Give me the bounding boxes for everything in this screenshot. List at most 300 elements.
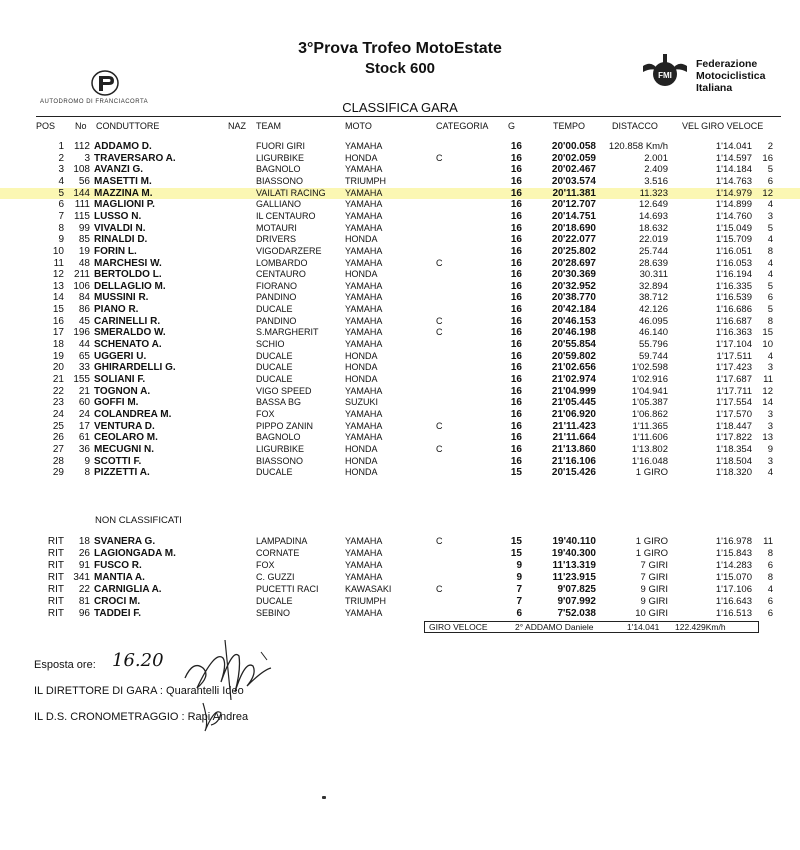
driver-cell: MANTIA A. <box>94 572 145 583</box>
driver-cell: ADDAMO D. <box>94 141 152 152</box>
best-lap-number-cell: 11 <box>763 374 773 385</box>
driver-cell: MARCHESI W. <box>94 257 162 269</box>
bike-number-cell: 99 <box>78 222 90 234</box>
col-header-pos: POS <box>36 121 56 131</box>
fastest-lap-speed: 122.429Km/h <box>675 622 726 632</box>
laps-cell: 16 <box>510 374 522 385</box>
bike-make-cell: HONDA <box>345 362 378 373</box>
bike-make-cell: SUZUKI <box>345 397 379 408</box>
bike-make-cell: YAMAHA <box>345 408 383 419</box>
laps-cell: 7 <box>516 584 522 595</box>
table-row <box>0 456 800 467</box>
best-lap-number-cell: 6 <box>767 608 773 619</box>
position-cell: 26 <box>52 432 64 444</box>
best-lap-cell: 1'15.049 <box>715 222 752 234</box>
bike-number-cell: 33 <box>78 362 90 374</box>
table-row <box>0 351 800 362</box>
bike-make-cell: HONDA <box>345 443 378 454</box>
race-time-cell: 20'38.770 <box>551 292 596 304</box>
laps-cell: 16 <box>510 327 522 339</box>
bike-make-cell: YAMAHA <box>345 187 383 198</box>
driver-cell: PIANO R. <box>94 304 139 316</box>
race-time-cell: 20'02.059 <box>551 152 596 164</box>
driver-cell: LUSSO N. <box>94 210 142 222</box>
bike-make-cell: YAMAHA <box>345 385 383 396</box>
table-row <box>0 316 800 327</box>
team-cell: BAGNOLO <box>256 164 301 175</box>
bike-number-cell: 19 <box>78 245 90 257</box>
table-row <box>0 421 800 432</box>
laps-cell: 16 <box>510 245 522 257</box>
table-row-highlighted <box>0 188 800 199</box>
gap-cell: 1'11.606 <box>632 432 668 444</box>
table-row <box>0 234 800 245</box>
position-cell: RIT <box>47 596 64 607</box>
laps-cell: 16 <box>510 210 522 222</box>
gap-cell: 1'02.598 <box>631 362 668 374</box>
driver-cell: SOLIANI F. <box>94 374 146 385</box>
team-cell: VIGODARZERE <box>256 245 322 256</box>
bike-make-cell: HONDA <box>345 374 378 384</box>
best-lap-number-cell: 8 <box>767 315 773 327</box>
team-cell: BIASSONO <box>256 455 304 466</box>
race-time-cell: 9'07.992 <box>557 596 596 607</box>
best-lap-number-cell: 8 <box>767 245 773 257</box>
gap-cell: 12.649 <box>638 199 668 211</box>
category-cell: C <box>436 536 443 546</box>
race-time-cell: 20'32.952 <box>551 280 596 292</box>
race-time-cell: 20'02.467 <box>551 164 596 176</box>
position-cell: 20 <box>52 362 64 374</box>
bike-number-cell: 341 <box>73 572 90 583</box>
bike-number-cell: 85 <box>78 234 90 246</box>
team-cell: BIASSONO <box>256 175 304 186</box>
non-classified-label: NON CLASSIFICATI <box>95 515 182 526</box>
table-row <box>0 327 800 338</box>
position-cell: 25 <box>52 420 64 432</box>
driver-cell: SMERALDO W. <box>94 327 166 339</box>
table-row <box>0 608 800 619</box>
driver-cell: VENTURA D. <box>94 420 155 432</box>
bike-number-cell: 86 <box>78 304 90 316</box>
col-header-best-lap: VEL GIRO VELOCE <box>682 121 764 131</box>
team-cell: FUORI GIRI <box>256 141 305 151</box>
fmi-name-line: Motociclistica <box>696 70 766 82</box>
table-row <box>0 467 800 478</box>
team-cell: CORNATE <box>256 548 300 558</box>
best-lap-cell: 1'18.320 <box>715 467 752 479</box>
position-cell: 4 <box>58 175 64 187</box>
bike-make-cell: YAMAHA <box>345 164 383 175</box>
race-time-cell: 20'46.153 <box>551 315 596 327</box>
bike-number-cell: 21 <box>78 385 90 397</box>
team-cell: DRIVERS <box>256 234 297 245</box>
table-row <box>0 199 800 210</box>
race-time-cell: 21'13.860 <box>551 443 596 455</box>
bike-number-cell: 56 <box>78 175 90 187</box>
laps-cell: 16 <box>510 222 522 234</box>
bike-number-cell: 22 <box>78 584 90 595</box>
best-lap-cell: 1'14.184 <box>715 164 752 176</box>
bike-make-cell: TRIUMPH <box>345 596 386 606</box>
table-row <box>0 584 800 595</box>
gap-cell: 3.516 <box>644 175 668 187</box>
header-divider <box>36 116 781 117</box>
bike-number-cell: 196 <box>73 327 90 339</box>
laps-cell: 16 <box>510 315 522 327</box>
best-lap-cell: 1'17.687 <box>715 374 752 385</box>
class-title: Stock 600 <box>364 60 436 77</box>
best-lap-number-cell: 5 <box>767 304 773 316</box>
position-cell: 18 <box>52 339 64 351</box>
table-row <box>0 596 800 607</box>
bike-number-cell: 44 <box>78 339 90 351</box>
gap-cell: 22.019 <box>638 234 668 246</box>
race-time-cell: 9'07.825 <box>557 584 596 595</box>
laps-cell: 15 <box>510 467 522 479</box>
laps-cell: 16 <box>510 432 522 444</box>
best-lap-number-cell: 5 <box>767 164 773 176</box>
bike-make-cell: YAMAHA <box>345 560 383 570</box>
team-cell: DUCALE <box>256 304 293 315</box>
team-cell: PIPPO ZANIN <box>256 420 314 431</box>
position-cell: 3 <box>58 164 64 176</box>
best-lap-number-cell: 3 <box>767 210 773 222</box>
position-cell: RIT <box>47 608 64 619</box>
bike-make-cell: YAMAHA <box>345 257 383 268</box>
fastest-lap-time: 1'14.041 <box>627 622 660 632</box>
best-lap-cell: 1'14.283 <box>715 560 752 571</box>
best-lap-cell: 1'18.354 <box>715 443 752 455</box>
race-time-cell: 21'11.423 <box>552 420 596 432</box>
driver-cell: COLANDREA M. <box>94 408 172 420</box>
gap-cell: 2.409 <box>644 164 668 176</box>
bike-make-cell: YAMAHA <box>345 572 383 582</box>
race-time-cell: 21'16.106 <box>551 455 596 467</box>
bike-number-cell: 84 <box>78 292 90 304</box>
driver-cell: FUSCO R. <box>94 560 142 571</box>
position-cell: 21 <box>52 374 64 385</box>
bike-number-cell: 18 <box>78 536 90 547</box>
col-header-team: TEAM <box>256 121 282 131</box>
bike-number-cell: 8 <box>84 467 90 479</box>
position-cell: 13 <box>52 280 64 292</box>
race-time-cell: 20'55.854 <box>551 339 596 351</box>
best-lap-cell: 1'16.513 <box>715 608 752 619</box>
bike-make-cell: HONDA <box>345 467 378 478</box>
best-lap-number-cell: 3 <box>767 362 773 374</box>
team-cell: FOX <box>256 560 275 570</box>
gap-cell: 7 GIRI <box>640 560 668 571</box>
driver-cell: MAZZINA M. <box>94 187 153 199</box>
laps-cell: 16 <box>510 269 522 281</box>
gap-cell: 1'05.387 <box>631 397 668 409</box>
gap-cell: 9 GIRI <box>640 584 668 595</box>
best-lap-cell: 1'17.511 <box>716 350 752 362</box>
driver-cell: GOFFI M. <box>94 397 139 409</box>
driver-cell: MAGLIONI P. <box>94 199 155 211</box>
gap-cell: 59.744 <box>638 350 668 362</box>
best-lap-number-cell: 5 <box>767 280 773 292</box>
table-row <box>0 444 800 455</box>
bike-make-cell: HONDA <box>345 234 378 245</box>
table-row <box>0 281 800 292</box>
bike-make-cell: HONDA <box>345 152 378 163</box>
team-cell: LAMPADINA <box>256 536 308 546</box>
team-cell: IL CENTAURO <box>256 210 316 221</box>
bike-make-cell: YAMAHA <box>345 141 383 151</box>
bike-make-cell: YAMAHA <box>345 280 383 291</box>
best-lap-number-cell: 6 <box>767 560 773 571</box>
driver-cell: CEOLARO M. <box>94 432 158 444</box>
col-header-num: No <box>75 121 87 131</box>
category-cell: C <box>436 315 443 326</box>
race-time-cell: 19'40.110 <box>552 536 596 547</box>
driver-cell: SCOTTI F. <box>94 455 142 467</box>
table-row <box>0 432 800 443</box>
race-time-cell: 11'23.915 <box>552 572 596 583</box>
driver-cell: LAGIONGADA M. <box>94 548 176 559</box>
race-time-cell: 21'04.999 <box>551 385 596 397</box>
laps-cell: 16 <box>510 420 522 432</box>
fmi-name <box>696 58 765 94</box>
team-cell: LIGURBIKE <box>256 443 305 454</box>
gap-cell: 1'13.802 <box>631 443 668 455</box>
position-cell: 12 <box>52 269 64 281</box>
gap-cell: 46.095 <box>638 315 668 327</box>
race-time-cell: 11'13.319 <box>552 560 596 571</box>
bike-number-cell: 48 <box>78 257 90 269</box>
bike-make-cell: TRIUMPH <box>345 175 386 186</box>
best-lap-number-cell: 4 <box>767 350 773 362</box>
laps-cell: 9 <box>516 560 522 571</box>
position-cell: 22 <box>52 385 64 397</box>
team-cell: FOX <box>256 408 275 419</box>
best-lap-cell: 1'17.822 <box>715 432 752 444</box>
bike-number-cell: 61 <box>78 432 90 444</box>
best-lap-number-cell: 10 <box>762 339 773 351</box>
laps-cell: 16 <box>510 187 522 199</box>
gap-cell: 32.894 <box>638 280 668 292</box>
bike-number-cell: 112 <box>74 141 90 152</box>
position-cell: RIT <box>47 536 64 547</box>
table-row <box>0 153 800 164</box>
gap-cell: 1'04.941 <box>631 385 668 397</box>
laps-cell: 9 <box>516 572 522 583</box>
team-cell: LIGURBIKE <box>256 152 305 163</box>
posted-time-handwritten: 16.20 <box>112 650 164 671</box>
race-time-cell: 19'40.300 <box>551 548 596 559</box>
bike-number-cell: 24 <box>78 408 90 420</box>
bike-number-cell: 60 <box>78 397 90 409</box>
best-lap-cell: 1'16.194 <box>715 269 752 281</box>
team-cell: S.MARGHERIT <box>256 327 319 338</box>
laps-cell: 16 <box>510 280 522 292</box>
bike-number-cell: 96 <box>78 608 90 619</box>
laps-cell: 16 <box>510 455 522 467</box>
race-time-cell: 21'06.920 <box>551 408 596 420</box>
table-row <box>0 292 800 303</box>
col-header-category: CATEGORIA <box>436 121 489 131</box>
position-cell: 27 <box>52 443 64 455</box>
bike-number-cell: 65 <box>78 350 90 362</box>
best-lap-number-cell: 6 <box>767 175 773 187</box>
table-row <box>0 211 800 222</box>
gap-cell: 2.001 <box>644 152 668 164</box>
fastest-lap-driver: 2° ADDAMO Daniele <box>515 622 594 632</box>
driver-cell: DELLAGLIO M. <box>94 280 166 292</box>
bike-number-cell: 144 <box>73 187 90 199</box>
driver-cell: VIVALDI N. <box>94 222 146 234</box>
race-title: 3°Prova Trofeo MotoEstate <box>298 40 502 57</box>
table-row <box>0 572 800 583</box>
team-cell: BAGNOLO <box>256 432 301 443</box>
fastest-lap-box <box>424 621 759 633</box>
position-cell: RIT <box>47 560 64 571</box>
team-cell: SCHIO <box>256 339 285 350</box>
best-lap-cell: 1'15.843 <box>715 548 752 559</box>
position-cell: 1 <box>58 141 64 152</box>
best-lap-number-cell: 2 <box>767 141 773 152</box>
position-cell: 7 <box>58 210 64 222</box>
team-cell: MOTAURI <box>256 222 297 233</box>
best-lap-number-cell: 4 <box>767 584 773 595</box>
team-cell: DUCALE <box>256 467 293 478</box>
laps-cell: 16 <box>510 234 522 246</box>
bike-number-cell: 17 <box>78 420 90 432</box>
col-header-laps: G <box>508 121 516 131</box>
team-cell: VAILATI RACING <box>256 187 326 198</box>
timekeeper-signature <box>195 695 235 735</box>
bike-make-cell: HONDA <box>345 350 378 361</box>
race-time-cell: 20'15.426 <box>551 467 596 479</box>
position-cell: 17 <box>52 327 64 339</box>
gap-cell: 1 GIRO <box>635 467 668 479</box>
table-row <box>0 548 800 559</box>
race-time-cell: 20'14.751 <box>551 210 596 222</box>
driver-cell: PIZZETTI A. <box>94 467 150 479</box>
bike-make-cell: YAMAHA <box>345 315 383 326</box>
timekeeper: IL D.S. CRONOMETRAGGIO : Rapi Andrea <box>34 711 249 723</box>
driver-cell: SCHENATO A. <box>94 339 162 351</box>
bike-make-cell: YAMAHA <box>345 304 383 315</box>
laps-cell: 16 <box>510 141 522 152</box>
bike-number-cell: 211 <box>74 269 90 281</box>
bike-number-cell: 106 <box>73 280 90 292</box>
best-lap-cell: 1'17.570 <box>715 408 752 420</box>
driver-cell: RINALDI D. <box>94 234 148 246</box>
bike-make-cell: YAMAHA <box>345 245 383 256</box>
table-row <box>0 223 800 234</box>
best-lap-number-cell: 8 <box>767 548 773 559</box>
gap-cell: 42.126 <box>638 304 668 316</box>
best-lap-cell: 1'18.447 <box>715 420 752 432</box>
position-cell: 5 <box>58 187 64 199</box>
circuit-logo-text: AUTODROMO DI FRANCIACORTA <box>40 99 149 105</box>
position-cell: 16 <box>52 315 64 327</box>
bike-number-cell: 36 <box>78 443 90 455</box>
race-time-cell: 21'02.656 <box>551 362 596 374</box>
driver-cell: TADDEI F. <box>94 608 142 619</box>
driver-cell: UGGERI U. <box>94 350 147 362</box>
laps-cell: 16 <box>510 408 522 420</box>
race-time-cell: 20'18.690 <box>551 222 596 234</box>
best-lap-cell: 1'17.423 <box>715 362 752 374</box>
race-time-cell: 20'59.802 <box>551 350 596 362</box>
race-time-cell: 20'11.381 <box>552 187 596 199</box>
col-header-naz: NAZ <box>228 121 246 131</box>
gap-cell: 28.639 <box>638 257 668 269</box>
best-lap-cell: 1'16.051 <box>715 245 752 257</box>
best-lap-number-cell: 5 <box>767 222 773 234</box>
position-cell: 19 <box>52 350 64 362</box>
laps-cell: 16 <box>510 397 522 409</box>
best-lap-number-cell: 4 <box>767 269 773 281</box>
best-lap-number-cell: 12 <box>762 187 773 199</box>
best-lap-cell: 1'15.070 <box>715 572 752 583</box>
laps-cell: 7 <box>516 596 522 607</box>
bike-make-cell: YAMAHA <box>345 210 383 221</box>
position-cell: 11 <box>53 257 64 269</box>
position-cell: 28 <box>52 455 64 467</box>
team-cell: SEBINO <box>256 608 291 618</box>
driver-cell: AVANZI G. <box>94 164 144 176</box>
table-row <box>0 141 800 152</box>
best-lap-number-cell: 11 <box>763 536 773 547</box>
best-lap-number-cell: 3 <box>767 408 773 420</box>
position-cell: 8 <box>58 222 64 234</box>
team-cell: FIORANO <box>256 280 298 291</box>
laps-cell: 16 <box>510 362 522 374</box>
race-time-cell: 20'30.369 <box>551 269 596 281</box>
table-row <box>0 304 800 315</box>
gap-cell: 120.858 Km/h <box>608 141 668 152</box>
laps-cell: 16 <box>510 199 522 211</box>
bike-number-cell: 81 <box>78 596 90 607</box>
team-cell: GALLIANO <box>256 199 302 210</box>
table-row <box>0 374 800 385</box>
team-cell: BASSA BG <box>256 397 302 408</box>
team-cell: DUCALE <box>256 374 293 384</box>
team-cell: C. GUZZI <box>256 572 295 582</box>
driver-cell: SVANERA G. <box>94 536 156 547</box>
bike-make-cell: HONDA <box>345 269 378 280</box>
laps-cell: 16 <box>510 339 522 351</box>
best-lap-number-cell: 8 <box>767 572 773 583</box>
race-time-cell: 20'12.707 <box>551 199 596 211</box>
category-cell: C <box>436 327 443 338</box>
best-lap-number-cell: 12 <box>762 385 773 397</box>
position-cell: RIT <box>47 548 64 559</box>
position-cell: RIT <box>47 572 64 583</box>
best-lap-cell: 1'16.053 <box>715 257 752 269</box>
gap-cell: 1 GIRO <box>635 536 668 547</box>
best-lap-cell: 1'14.760 <box>715 210 752 222</box>
best-lap-cell: 1'14.597 <box>715 152 752 164</box>
laps-cell: 6 <box>516 608 522 619</box>
best-lap-number-cell: 9 <box>767 443 773 455</box>
best-lap-cell: 1'16.978 <box>715 536 752 547</box>
posted-time-label: Esposta ore: <box>34 659 96 671</box>
best-lap-cell: 1'14.899 <box>715 199 752 211</box>
gap-cell: 30.311 <box>639 269 668 281</box>
bike-make-cell: YAMAHA <box>345 432 383 443</box>
team-cell: LOMBARDO <box>256 257 308 268</box>
gap-cell: 1 GIRO <box>635 548 668 559</box>
laps-cell: 16 <box>510 257 522 269</box>
table-row <box>0 176 800 187</box>
driver-cell: MECUGNI N. <box>94 443 154 455</box>
